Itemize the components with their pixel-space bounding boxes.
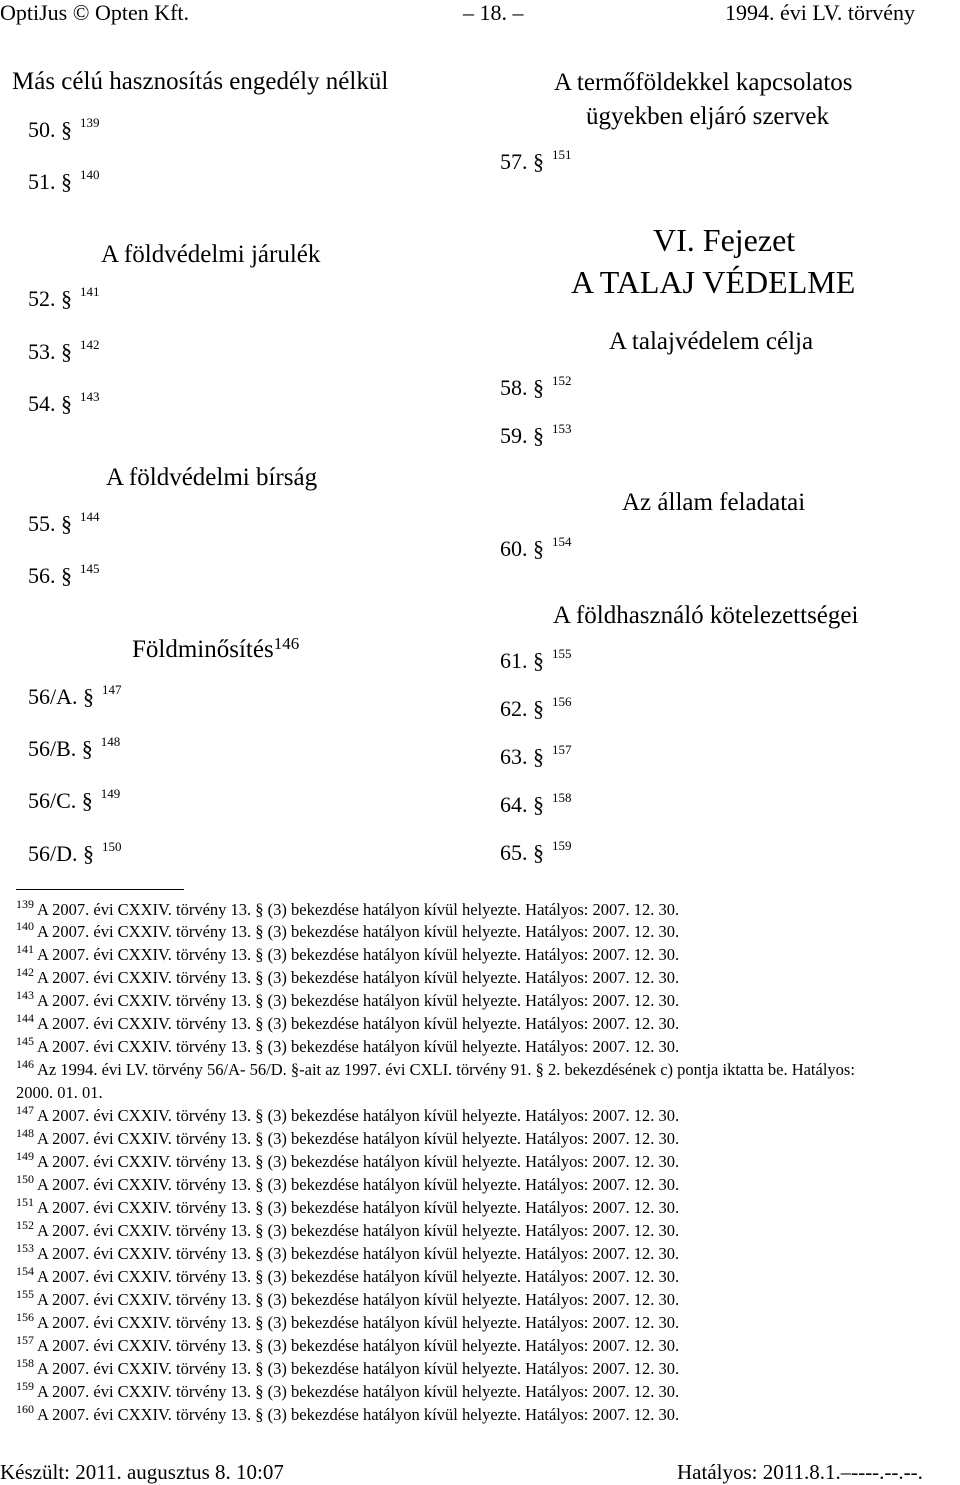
footnote [16, 1126, 680, 1149]
footnote-number: 145 [16, 1034, 34, 1048]
paragraph-number: 60. § [500, 536, 544, 561]
paragraph-number: 62. § [500, 696, 544, 721]
footnote-number: 155 [16, 1287, 34, 1301]
section-heading-line2: ügyekben eljáró szervek [586, 103, 829, 130]
paragraph-number: 55. § [28, 511, 72, 536]
header-right: 1994. évi LV. törvény [725, 0, 916, 25]
footnote [16, 1287, 680, 1310]
section-heading: A földvédelmi járulék [101, 241, 321, 268]
paragraph [500, 744, 572, 770]
footnote-ref[interactable]: 147 [102, 682, 122, 697]
footnote-ref[interactable]: 152 [552, 373, 572, 388]
footnote-text: A 2007. évi CXXIV. törvény 13. § (3) bekezdése hatályon kívül helyezte. Hatályos: 2007. 12. 30. [37, 922, 680, 941]
footnote-text: A 2007. évi CXXIV. törvény 13. § (3) bekezdése hatályon kívül helyezte. Hatályos: 2007. 12. 30. [37, 1244, 680, 1263]
paragraph-number: 51. § [28, 169, 72, 194]
footnote-number: 139 [16, 897, 34, 911]
footnote-text: A 2007. évi CXXIV. törvény 13. § (3) bekezdése hatályon kívül helyezte. Hatályos: 2007. 12. 30. [37, 991, 680, 1010]
footnote-number: 158 [16, 1356, 34, 1370]
footnote-number: 143 [16, 988, 34, 1002]
footnote [16, 1195, 680, 1218]
section-heading: A termőföldekkel kapcsolatos [554, 69, 853, 96]
footnote-ref[interactable]: 151 [552, 147, 572, 162]
footnote-ref[interactable]: 143 [80, 389, 100, 404]
footnote-number: 140 [16, 919, 34, 933]
footnote [16, 1218, 680, 1241]
header-left: OptiJus © Opten Kft. [0, 0, 190, 25]
paragraph-number: 56. § [28, 563, 72, 588]
paragraph [28, 169, 100, 195]
paragraph-number: 65. § [500, 840, 544, 865]
footnote [16, 1264, 680, 1287]
footnote-text: A 2007. évi CXXIV. törvény 13. § (3) bekezdése hatályon kívül helyezte. Hatályos: 2007. 12. 30. [37, 968, 680, 987]
paragraph [500, 423, 572, 449]
paragraph-number: 57. § [500, 149, 544, 174]
footnote-text: A 2007. évi CXXIV. törvény 13. § (3) bekezdése hatályon kívül helyezte. Hatályos: 2007. 12. 30. [37, 1152, 680, 1171]
footnote-number: 160 [16, 1402, 34, 1416]
paragraph [28, 391, 100, 417]
footnote-ref[interactable]: 154 [552, 534, 572, 549]
footnote-number: 150 [16, 1172, 34, 1186]
footnote-ref[interactable]: 153 [552, 421, 572, 436]
paragraph [500, 696, 572, 722]
paragraph-number: 56/B. § [28, 736, 93, 761]
footnote-ref[interactable]: 142 [80, 337, 100, 352]
footnote-number: 142 [16, 965, 34, 979]
paragraph [28, 563, 100, 589]
paragraph-number: 54. § [28, 391, 72, 416]
footnote-number: 148 [16, 1126, 34, 1140]
footnote-number: 147 [16, 1103, 34, 1117]
footnote-ref[interactable]: 140 [80, 167, 100, 182]
chapter-title: A TALAJ VÉDELME [571, 264, 856, 300]
paragraph-number: 63. § [500, 744, 544, 769]
paragraph [500, 840, 572, 866]
footer-created: Készült: 2011. augusztus 8. 10:07 [0, 1460, 284, 1484]
footnote-number: 149 [16, 1149, 34, 1163]
footnote-number: 141 [16, 942, 34, 956]
paragraph [28, 286, 100, 312]
footnote-ref[interactable]: 148 [100, 734, 121, 749]
footnote-text: A 2007. évi CXXIV. törvény 13. § (3) bekezdése hatályon kívül helyezte. Hatályos: 2007. 12. 30. [37, 1221, 680, 1240]
footnote-number: 157 [16, 1333, 34, 1347]
section-heading-text: Földminősítés [132, 636, 274, 663]
footnote-number: 153 [16, 1241, 34, 1255]
paragraph [500, 536, 572, 562]
footnote-text: A 2007. évi CXXIV. törvény 13. § (3) bekezdése hatályon kívül helyezte. Hatályos: 2007. 12. 30. [37, 1014, 680, 1033]
paragraph [500, 792, 572, 818]
footnote-text: A 2007. évi CXXIV. törvény 13. § (3) bekezdése hatályon kívül helyezte. Hatályos: 2007. 12. 30. [37, 1175, 680, 1194]
footnote [16, 988, 680, 1011]
paragraph [28, 841, 122, 867]
section-heading [132, 636, 299, 664]
section-heading: A földhasználó kötelezettségei [553, 602, 859, 629]
paragraph [28, 788, 120, 814]
footnote [16, 1034, 680, 1057]
footnote-ref[interactable]: 156 [552, 694, 572, 709]
paragraph [28, 736, 120, 762]
footnote [16, 1379, 680, 1402]
paragraph-number: 58. § [500, 375, 544, 400]
paragraph [500, 375, 572, 401]
footnote [16, 897, 680, 920]
footnote-ref[interactable]: 145 [80, 561, 100, 576]
footnote [16, 1241, 680, 1264]
footnote-number: 151 [16, 1195, 34, 1209]
footnote-text: A 2007. évi CXXIV. törvény 13. § (3) bekezdése hatályon kívül helyezte. Hatályos: 2007. 12. 30. [37, 1267, 680, 1286]
footnote-number: 154 [16, 1264, 34, 1278]
footnote [16, 1057, 855, 1080]
footnote [16, 1103, 680, 1126]
footnote [16, 942, 680, 965]
section-heading: Az állam feladatai [622, 489, 806, 516]
footnote-ref[interactable]: 157 [552, 742, 572, 757]
footnote [16, 1333, 680, 1356]
footnote-ref[interactable]: 144 [80, 509, 100, 524]
paragraph [500, 149, 572, 175]
section-heading: Más célú hasznosítás engedély nélkül [12, 68, 389, 95]
section-heading: A földvédelmi bírság [106, 464, 318, 491]
footnote [16, 1402, 680, 1425]
paragraph-number: 52. § [28, 286, 72, 311]
footnote-ref[interactable]: 150 [102, 839, 122, 854]
footnote-text: A 2007. évi CXXIV. törvény 13. § (3) bekezdése hatályon kívül helyezte. Hatályos: 2007. 12. 30. [37, 1106, 680, 1125]
paragraph [28, 684, 122, 710]
paragraph-number: 50. § [28, 117, 72, 142]
paragraph-number: 56/D. § [28, 841, 94, 866]
footnote-number: 156 [16, 1310, 34, 1324]
paragraph-number: 64. § [500, 792, 544, 817]
paragraph-number: 56/A. § [28, 684, 94, 709]
footnote-ref[interactable]: 155 [552, 646, 572, 661]
footnote-rule [16, 889, 184, 890]
footnote-text: A 2007. évi CXXIV. törvény 13. § (3) bekezdése hatályon kívül helyezte. Hatályos: 2007. 12. 30. [37, 1037, 680, 1056]
footnote-text: A 2007. évi CXXIV. törvény 13. § (3) bekezdése hatályon kívül helyezte. Hatályos: 2007. 12. 30. [37, 1198, 680, 1217]
footnote [16, 1310, 680, 1333]
footnote-text: A 2007. évi CXXIV. törvény 13. § (3) bekezdése hatályon kívül helyezte. Hatályos: 2007. 12. 30. [37, 1313, 680, 1332]
paragraph [28, 339, 100, 365]
footnote-number: 159 [16, 1379, 34, 1393]
footnote-ref[interactable]: 146 [273, 634, 300, 653]
footnote-ref[interactable]: 141 [80, 284, 100, 299]
footnote-ref[interactable]: 159 [552, 838, 572, 853]
footnote [16, 919, 680, 942]
paragraph-number: 59. § [500, 423, 544, 448]
paragraph-number: 56/C. § [28, 788, 93, 813]
footnote-ref[interactable]: 158 [552, 790, 572, 805]
footnote-number: 144 [16, 1011, 34, 1025]
paragraph-number: 53. § [28, 339, 72, 364]
footnote [16, 1149, 680, 1172]
footnote-ref[interactable]: 139 [80, 115, 100, 130]
chapter-number: VI. Fejezet [653, 222, 796, 258]
footer-effective: Hatályos: 2011.8.1.–----.--.--. [677, 1460, 923, 1484]
paragraph-number: 61. § [500, 648, 544, 673]
footnote-continuation: 2000. 01. 01. [16, 1083, 103, 1102]
footnote-number: 152 [16, 1218, 34, 1232]
footnote [16, 1356, 680, 1379]
footnote-text: A 2007. évi CXXIV. törvény 13. § (3) bekezdése hatályon kívül helyezte. Hatályos: 2007. 12. 30. [37, 1359, 680, 1378]
footnote-text: A 2007. évi CXXIV. törvény 13. § (3) bekezdése hatályon kívül helyezte. Hatályos: 2007. 12. 30. [37, 1405, 680, 1424]
header-page-number: – 18. – [463, 0, 524, 25]
footnote-text: A 2007. évi CXXIV. törvény 13. § (3) bekezdése hatályon kívül helyezte. Hatályos: 2007. 12. 30. [37, 1336, 680, 1355]
footnote-text: A 2007. évi CXXIV. törvény 13. § (3) bekezdése hatályon kívül helyezte. Hatályos: 2007. 12. 30. [37, 1382, 680, 1401]
footnote-number: 146 [16, 1057, 34, 1071]
footnote [16, 965, 680, 988]
section-heading: A talajvédelem célja [609, 328, 814, 355]
paragraph [28, 117, 100, 143]
paragraph [500, 648, 572, 674]
footnote [16, 1172, 680, 1195]
footnote-text: A 2007. évi CXXIV. törvény 13. § (3) bekezdése hatályon kívül helyezte. Hatályos: 2007. 12. 30. [37, 1290, 680, 1309]
footnote-text: A 2007. évi CXXIV. törvény 13. § (3) bekezdése hatályon kívül helyezte. Hatályos: 2007. 12. 30. [37, 1129, 680, 1148]
footnote-text: A 2007. évi CXXIV. törvény 13. § (3) bekezdése hatályon kívül helyezte. Hatályos: 2007. 12. 30. [37, 945, 680, 964]
footnote [16, 1011, 680, 1034]
footnote-text: A 2007. évi CXXIV. törvény 13. § (3) bekezdése hatályon kívül helyezte. Hatályos: 2007. 12. 30. [37, 900, 680, 919]
paragraph [28, 511, 100, 537]
footnote-ref[interactable]: 149 [100, 786, 121, 801]
footnote-text: Az 1994. évi LV. törvény 56/A- 56/D. §-ait az 1997. évi CXLI. törvény 91. § 2. bekezdésének c) pontja iktatta be. Hatályos: [37, 1060, 855, 1079]
